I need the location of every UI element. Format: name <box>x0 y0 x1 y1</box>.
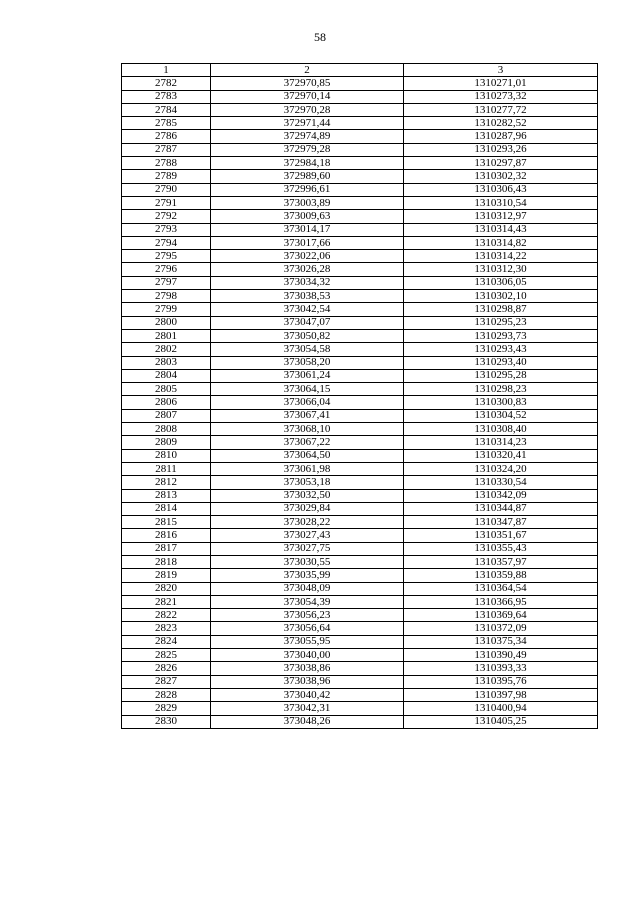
table-row <box>122 356 598 369</box>
point-number-cell: 2807 <box>122 409 211 422</box>
y-coordinate-cell: 1310295,23 <box>404 316 598 329</box>
point-number-cell: 2820 <box>122 582 211 595</box>
header-cell-3: 3 <box>404 64 598 77</box>
x-coordinate-cell: 372989,60 <box>211 170 404 183</box>
table-row <box>122 649 598 662</box>
x-coordinate-cell: 373053,18 <box>211 476 404 489</box>
table-row <box>122 449 598 462</box>
x-coordinate-cell: 373030,55 <box>211 555 404 568</box>
x-coordinate-cell: 373017,66 <box>211 236 404 249</box>
x-coordinate-cell: 373054,58 <box>211 343 404 356</box>
y-coordinate-cell: 1310293,43 <box>404 343 598 356</box>
x-coordinate-cell: 373028,22 <box>211 516 404 529</box>
point-number-cell: 2811 <box>122 462 211 475</box>
y-coordinate-cell: 1310298,87 <box>404 303 598 316</box>
x-coordinate-cell: 373056,64 <box>211 622 404 635</box>
y-coordinate-cell: 1310314,23 <box>404 436 598 449</box>
y-coordinate-cell: 1310351,67 <box>404 529 598 542</box>
table-row <box>122 90 598 103</box>
x-coordinate-cell: 372970,14 <box>211 90 404 103</box>
x-coordinate-cell: 373068,10 <box>211 423 404 436</box>
point-number-cell: 2786 <box>122 130 211 143</box>
point-number-cell: 2792 <box>122 210 211 223</box>
x-coordinate-cell: 373003,89 <box>211 196 404 209</box>
x-coordinate-cell: 373042,31 <box>211 702 404 715</box>
y-coordinate-cell: 1310324,20 <box>404 462 598 475</box>
y-coordinate-cell: 1310369,64 <box>404 609 598 622</box>
y-coordinate-cell: 1310330,54 <box>404 476 598 489</box>
point-number-cell: 2822 <box>122 609 211 622</box>
y-coordinate-cell: 1310298,23 <box>404 383 598 396</box>
point-number-cell: 2824 <box>122 635 211 648</box>
point-number-cell: 2828 <box>122 688 211 701</box>
table-row <box>122 329 598 342</box>
table-row <box>122 516 598 529</box>
point-number-cell: 2802 <box>122 343 211 356</box>
point-number-cell: 2813 <box>122 489 211 502</box>
x-coordinate-cell: 372970,85 <box>211 77 404 90</box>
y-coordinate-cell: 1310364,54 <box>404 582 598 595</box>
x-coordinate-cell: 373066,04 <box>211 396 404 409</box>
table-row <box>122 77 598 90</box>
point-number-cell: 2823 <box>122 622 211 635</box>
point-number-cell: 2790 <box>122 183 211 196</box>
y-coordinate-cell: 1310306,43 <box>404 183 598 196</box>
point-number-cell: 2825 <box>122 649 211 662</box>
x-coordinate-cell: 372979,28 <box>211 143 404 156</box>
table-row <box>122 609 598 622</box>
table-body <box>122 77 598 729</box>
table-row <box>122 462 598 475</box>
table-row <box>122 183 598 196</box>
table-row <box>122 436 598 449</box>
point-number-cell: 2806 <box>122 396 211 409</box>
point-number-cell: 2789 <box>122 170 211 183</box>
x-coordinate-cell: 373042,54 <box>211 303 404 316</box>
x-coordinate-cell: 373061,98 <box>211 462 404 475</box>
x-coordinate-cell: 373047,07 <box>211 316 404 329</box>
header-cell-1: 1 <box>122 64 211 77</box>
y-coordinate-cell: 1310273,32 <box>404 90 598 103</box>
y-coordinate-cell: 1310400,94 <box>404 702 598 715</box>
table-row <box>122 383 598 396</box>
y-coordinate-cell: 1310314,82 <box>404 236 598 249</box>
table-row <box>122 210 598 223</box>
table-row <box>122 343 598 356</box>
coordinates-table <box>121 63 598 729</box>
y-coordinate-cell: 1310312,30 <box>404 263 598 276</box>
x-coordinate-cell: 373048,09 <box>211 582 404 595</box>
y-coordinate-cell: 1310300,83 <box>404 396 598 409</box>
point-number-cell: 2784 <box>122 103 211 116</box>
x-coordinate-cell: 373038,86 <box>211 662 404 675</box>
point-number-cell: 2805 <box>122 383 211 396</box>
table-row <box>122 303 598 316</box>
x-coordinate-cell: 373038,96 <box>211 675 404 688</box>
table-row <box>122 702 598 715</box>
y-coordinate-cell: 1310372,09 <box>404 622 598 635</box>
table-row <box>122 529 598 542</box>
y-coordinate-cell: 1310359,88 <box>404 569 598 582</box>
point-number-cell: 2794 <box>122 236 211 249</box>
y-coordinate-cell: 1310314,22 <box>404 250 598 263</box>
table-header <box>122 64 598 77</box>
x-coordinate-cell: 373067,41 <box>211 409 404 422</box>
point-number-cell: 2796 <box>122 263 211 276</box>
header-row <box>122 64 598 77</box>
x-coordinate-cell: 373067,22 <box>211 436 404 449</box>
point-number-cell: 2817 <box>122 542 211 555</box>
point-number-cell: 2791 <box>122 196 211 209</box>
table-row <box>122 250 598 263</box>
table-row <box>122 130 598 143</box>
table-row <box>122 223 598 236</box>
y-coordinate-cell: 1310271,01 <box>404 77 598 90</box>
point-number-cell: 2793 <box>122 223 211 236</box>
point-number-cell: 2827 <box>122 675 211 688</box>
x-coordinate-cell: 372984,18 <box>211 157 404 170</box>
y-coordinate-cell: 1310395,76 <box>404 675 598 688</box>
x-coordinate-cell: 373009,63 <box>211 210 404 223</box>
table-row <box>122 170 598 183</box>
table-row <box>122 542 598 555</box>
x-coordinate-cell: 373040,00 <box>211 649 404 662</box>
y-coordinate-cell: 1310293,26 <box>404 143 598 156</box>
point-number-cell: 2795 <box>122 250 211 263</box>
y-coordinate-cell: 1310302,10 <box>404 290 598 303</box>
table-row <box>122 582 598 595</box>
point-number-cell: 2808 <box>122 423 211 436</box>
x-coordinate-cell: 373014,17 <box>211 223 404 236</box>
table-row <box>122 502 598 515</box>
point-number-cell: 2800 <box>122 316 211 329</box>
table-row <box>122 143 598 156</box>
point-number-cell: 2782 <box>122 77 211 90</box>
x-coordinate-cell: 373034,32 <box>211 276 404 289</box>
y-coordinate-cell: 1310347,87 <box>404 516 598 529</box>
point-number-cell: 2787 <box>122 143 211 156</box>
table-row <box>122 662 598 675</box>
point-number-cell: 2810 <box>122 449 211 462</box>
x-coordinate-cell: 373061,24 <box>211 369 404 382</box>
y-coordinate-cell: 1310304,52 <box>404 409 598 422</box>
table-row <box>122 409 598 422</box>
table-row <box>122 489 598 502</box>
x-coordinate-cell: 373032,50 <box>211 489 404 502</box>
point-number-cell: 2788 <box>122 157 211 170</box>
y-coordinate-cell: 1310405,25 <box>404 715 598 728</box>
header-cell-2: 2 <box>211 64 404 77</box>
y-coordinate-cell: 1310314,43 <box>404 223 598 236</box>
x-coordinate-cell: 373038,53 <box>211 290 404 303</box>
y-coordinate-cell: 1310312,97 <box>404 210 598 223</box>
table-row <box>122 236 598 249</box>
point-number-cell: 2785 <box>122 117 211 130</box>
table-row <box>122 635 598 648</box>
table-row <box>122 276 598 289</box>
table-row <box>122 316 598 329</box>
x-coordinate-cell: 373064,15 <box>211 383 404 396</box>
table-row <box>122 290 598 303</box>
point-number-cell: 2798 <box>122 290 211 303</box>
y-coordinate-cell: 1310320,41 <box>404 449 598 462</box>
table-row <box>122 117 598 130</box>
table-row <box>122 476 598 489</box>
x-coordinate-cell: 373040,42 <box>211 688 404 701</box>
table-row <box>122 715 598 728</box>
table-row <box>122 157 598 170</box>
table-row <box>122 396 598 409</box>
y-coordinate-cell: 1310342,09 <box>404 489 598 502</box>
x-coordinate-cell: 373029,84 <box>211 502 404 515</box>
page-number: 58 <box>314 30 326 44</box>
x-coordinate-cell: 373048,26 <box>211 715 404 728</box>
point-number-cell: 2804 <box>122 369 211 382</box>
x-coordinate-cell: 373035,99 <box>211 569 404 582</box>
y-coordinate-cell: 1310297,87 <box>404 157 598 170</box>
x-coordinate-cell: 373027,75 <box>211 542 404 555</box>
y-coordinate-cell: 1310366,95 <box>404 595 598 608</box>
point-number-cell: 2799 <box>122 303 211 316</box>
table-row <box>122 569 598 582</box>
x-coordinate-cell: 373027,43 <box>211 529 404 542</box>
y-coordinate-cell: 1310308,40 <box>404 423 598 436</box>
table-row <box>122 196 598 209</box>
y-coordinate-cell: 1310344,87 <box>404 502 598 515</box>
x-coordinate-cell: 373050,82 <box>211 329 404 342</box>
x-coordinate-cell: 373054,39 <box>211 595 404 608</box>
y-coordinate-cell: 1310397,98 <box>404 688 598 701</box>
point-number-cell: 2814 <box>122 502 211 515</box>
y-coordinate-cell: 1310357,97 <box>404 555 598 568</box>
table-row <box>122 369 598 382</box>
y-coordinate-cell: 1310287,96 <box>404 130 598 143</box>
point-number-cell: 2783 <box>122 90 211 103</box>
point-number-cell: 2797 <box>122 276 211 289</box>
table-row <box>122 103 598 116</box>
table-row <box>122 688 598 701</box>
y-coordinate-cell: 1310306,05 <box>404 276 598 289</box>
y-coordinate-cell: 1310293,73 <box>404 329 598 342</box>
x-coordinate-cell: 372974,89 <box>211 130 404 143</box>
table-row <box>122 423 598 436</box>
point-number-cell: 2819 <box>122 569 211 582</box>
y-coordinate-cell: 1310277,72 <box>404 103 598 116</box>
point-number-cell: 2821 <box>122 595 211 608</box>
x-coordinate-cell: 373026,28 <box>211 263 404 276</box>
point-number-cell: 2812 <box>122 476 211 489</box>
x-coordinate-cell: 372996,61 <box>211 183 404 196</box>
point-number-cell: 2809 <box>122 436 211 449</box>
point-number-cell: 2826 <box>122 662 211 675</box>
table-row <box>122 595 598 608</box>
y-coordinate-cell: 1310282,52 <box>404 117 598 130</box>
point-number-cell: 2818 <box>122 555 211 568</box>
point-number-cell: 2816 <box>122 529 211 542</box>
x-coordinate-cell: 373064,50 <box>211 449 404 462</box>
table-row <box>122 675 598 688</box>
x-coordinate-cell: 372971,44 <box>211 117 404 130</box>
x-coordinate-cell: 373058,20 <box>211 356 404 369</box>
y-coordinate-cell: 1310355,43 <box>404 542 598 555</box>
y-coordinate-cell: 1310390,49 <box>404 649 598 662</box>
x-coordinate-cell: 373056,23 <box>211 609 404 622</box>
x-coordinate-cell: 373055,95 <box>211 635 404 648</box>
y-coordinate-cell: 1310295,28 <box>404 369 598 382</box>
point-number-cell: 2803 <box>122 356 211 369</box>
x-coordinate-cell: 373022,06 <box>211 250 404 263</box>
x-coordinate-cell: 372970,28 <box>211 103 404 116</box>
point-number-cell: 2801 <box>122 329 211 342</box>
table-row <box>122 555 598 568</box>
table-row <box>122 622 598 635</box>
y-coordinate-cell: 1310302,32 <box>404 170 598 183</box>
y-coordinate-cell: 1310293,40 <box>404 356 598 369</box>
y-coordinate-cell: 1310375,34 <box>404 635 598 648</box>
point-number-cell: 2829 <box>122 702 211 715</box>
table-row <box>122 263 598 276</box>
y-coordinate-cell: 1310393,33 <box>404 662 598 675</box>
point-number-cell: 2830 <box>122 715 211 728</box>
y-coordinate-cell: 1310310,54 <box>404 196 598 209</box>
point-number-cell: 2815 <box>122 516 211 529</box>
